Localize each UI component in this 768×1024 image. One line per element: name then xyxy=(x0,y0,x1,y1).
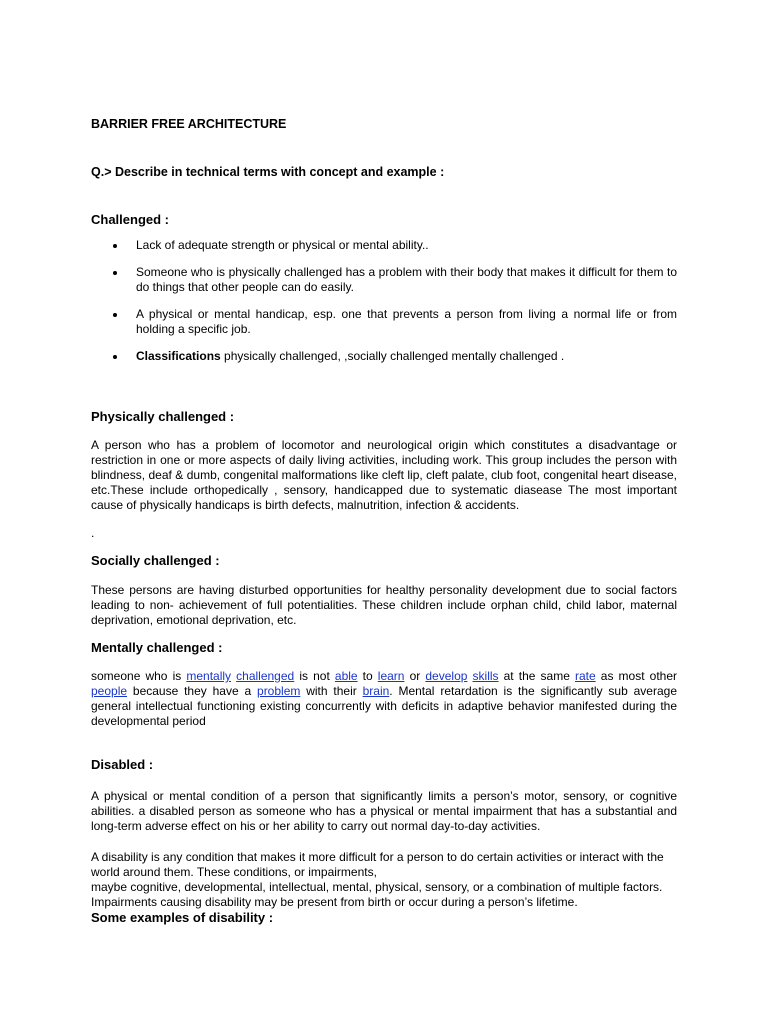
text-run: as most other xyxy=(595,669,678,683)
stray-dot: . xyxy=(91,526,95,540)
text-run: with their xyxy=(300,684,363,698)
link-able[interactable]: able xyxy=(334,669,358,683)
examples-heading: Some examples of disability : xyxy=(91,910,274,925)
list-item xyxy=(91,238,677,253)
list-item xyxy=(91,349,677,364)
link-mentally[interactable]: mentally xyxy=(186,669,232,683)
link-brain[interactable]: brain xyxy=(362,684,390,698)
disabled-paragraph-2 xyxy=(91,850,677,910)
disabled-heading: Disabled : xyxy=(91,757,154,772)
link-challenged[interactable]: challenged xyxy=(236,669,295,683)
mentally-challenged-paragraph xyxy=(91,669,677,729)
document-title: BARRIER FREE ARCHITECTURE xyxy=(91,117,287,131)
link-people[interactable]: people xyxy=(91,684,128,698)
question-heading: Q.> Describe in technical terms with concept and example : xyxy=(91,165,445,179)
classifications-text: physically challenged, ,socially challenged mentally challenged . xyxy=(220,349,565,363)
link-develop[interactable]: develop xyxy=(425,669,468,683)
disabled-paragraph-2-line-a: A disability is any condition that makes it more difficult for a person to do certain activities or interact with the world around them. These conditions, or impairments, xyxy=(91,850,664,879)
disabled-paragraph-2-line-b: maybe cognitive, developmental, intellectual, mental, physical, sensory, or a combination of multiple factors. Impairments causing disability may be present from birth or occur during a person’s lifetime. xyxy=(91,880,663,909)
text-run: because they have a xyxy=(127,684,258,698)
classifications-label: Classifications xyxy=(136,349,221,363)
link-learn[interactable]: learn xyxy=(377,669,405,683)
text-run: is not xyxy=(294,669,335,683)
physically-challenged-paragraph: A person who has a problem of locomotor and neurological origin which constitutes a disadvantage or restriction in one or more aspects of daily living activities, including work. This group includes the person with blindness, deaf & dumb, congenital malformations like cleft lip, cleft palate, club foot, congenital heart disease, etc.These include orthopedically , sensory, handicapped due to systematic diasease The most important cause of physically handicaps is birth defects, malnutrition, infection & accidents. xyxy=(91,438,677,512)
mentally-challenged-heading: Mentally challenged : xyxy=(91,640,223,655)
list-item xyxy=(91,307,677,337)
text-run: at the same xyxy=(498,669,575,683)
text-run: . Mental retardation is the significantly sub average general intellectual functioning existing concurrently with deficits in adaptive behavior manifested during the developmental period xyxy=(91,684,677,728)
bullet-text: Someone who is physically challenged has a problem with their body that makes it difficult for them to do things that other people can do easily. xyxy=(136,265,677,294)
text-run: or xyxy=(404,669,426,683)
socially-challenged-paragraph: These persons are having disturbed opportunities for healthy personality development due to social factors leading to non- achievement of full potentialities. These children include orphan child, child labor, maternal deprivation, emotional deprivation, etc. xyxy=(91,583,677,627)
link-rate[interactable]: rate xyxy=(574,669,596,683)
text-run: to xyxy=(357,669,378,683)
socially-challenged-heading: Socially challenged : xyxy=(91,553,220,568)
challenged-bullet-list xyxy=(91,238,677,364)
bullet-text: Lack of adequate strength or physical or mental ability.. xyxy=(136,238,429,252)
link-problem[interactable]: problem xyxy=(257,684,301,698)
text-run: someone who is xyxy=(91,669,187,683)
physically-challenged-heading: Physically challenged : xyxy=(91,409,235,424)
list-item xyxy=(91,265,677,295)
challenged-heading: Challenged : xyxy=(91,212,170,227)
bullet-text: A physical or mental handicap, esp. one that prevents a person from living a normal life or from holding a specific job. xyxy=(136,307,677,336)
link-skills[interactable]: skills xyxy=(472,669,499,683)
disabled-paragraph-1: A physical or mental condition of a person that significantly limits a person’s motor, sensory, or cognitive abilities. a disabled person as someone who has a physical or mental impairment that has a substantial and long-term adverse effect on his or her ability to carry out normal day-to-day activities. xyxy=(91,789,677,833)
